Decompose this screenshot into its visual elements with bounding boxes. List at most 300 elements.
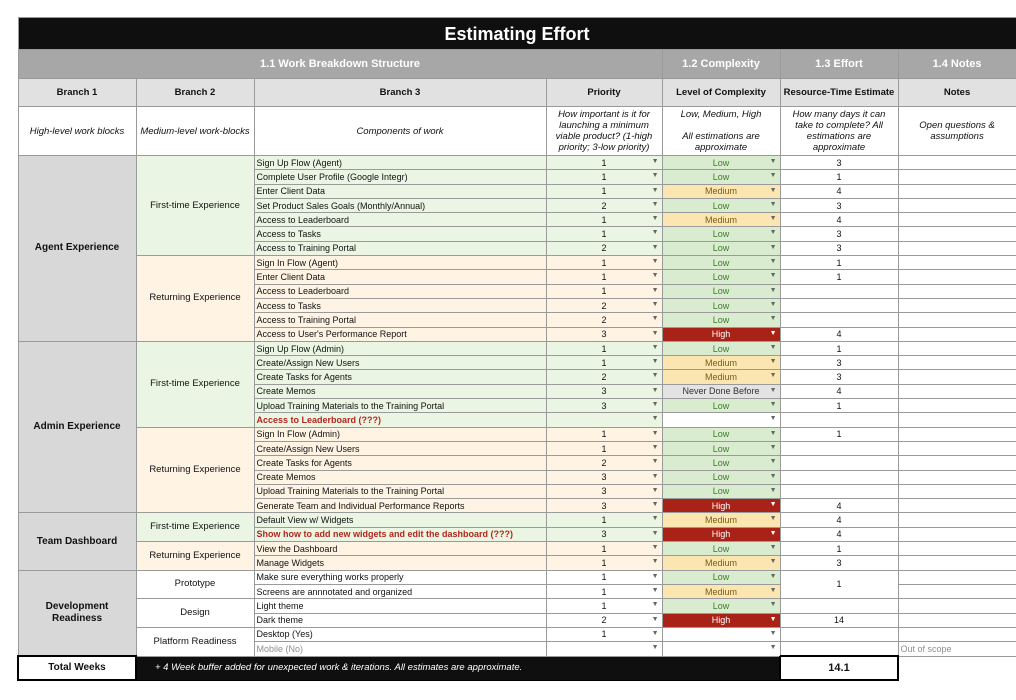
dropdown-arrow-icon[interactable]: ▼ [769,243,777,251]
dropdown-arrow-icon[interactable]: ▼ [769,172,777,180]
task-cell[interactable]: Access to Training Portal [254,241,546,255]
desc-notes[interactable]: Open questions & assumptions [898,107,1016,156]
complexity-dropdown[interactable] [662,313,780,327]
task-cell[interactable]: Upload Training Materials to the Training Portal [254,399,546,413]
branch1-cell[interactable]: Development Readiness [18,570,136,656]
priority-dropdown[interactable] [546,198,662,212]
notes-cell[interactable] [898,456,1016,470]
task-cell[interactable]: Manage Widgets [254,556,546,570]
complexity-dropdown[interactable] [662,556,780,570]
task-cell[interactable]: Create Memos [254,384,546,398]
desc-level[interactable]: Low, Medium, High All estimations are approximate [662,107,780,156]
complexity-value: High [711,500,731,511]
complexity-dropdown[interactable] [662,399,780,413]
dropdown-arrow-icon[interactable]: ▼ [651,329,659,337]
task-cell[interactable]: Access to Leaderboard (???) [254,413,546,427]
complexity-dropdown[interactable] [662,627,780,641]
priority-dropdown[interactable] [546,399,662,413]
dropdown-arrow-icon[interactable]: ▼ [769,644,777,652]
dropdown-arrow-icon[interactable]: ▼ [769,501,777,509]
complexity-dropdown[interactable] [662,599,780,613]
estimate-cell[interactable] [780,470,898,484]
priority-dropdown[interactable] [546,313,662,327]
dropdown-arrow-icon[interactable]: ▼ [651,458,659,466]
dropdown-arrow-icon[interactable]: ▼ [651,544,659,552]
task-cell[interactable]: Access to Tasks [254,227,546,241]
task-cell[interactable]: Dark theme [254,613,546,627]
notes-cell[interactable] [898,413,1016,427]
estimate-cell[interactable]: 4 [780,527,898,541]
dropdown-arrow-icon[interactable]: ▼ [651,615,659,623]
complexity-dropdown[interactable] [662,642,780,657]
estimate-cell[interactable] [780,313,898,327]
complexity-dropdown[interactable] [662,341,780,355]
complexity-dropdown[interactable] [662,456,780,470]
complexity-dropdown[interactable] [662,427,780,441]
priority-value: 3 [601,486,607,497]
total-weeks-label[interactable]: Total Weeks [18,656,136,680]
notes-cell[interactable] [898,284,1016,298]
notes-cell[interactable] [898,156,1016,170]
dropdown-arrow-icon[interactable]: ▼ [769,443,777,451]
header-branch2[interactable]: Branch 2 [136,79,254,107]
priority-dropdown[interactable] [546,284,662,298]
priority-dropdown[interactable] [546,341,662,355]
notes-cell[interactable] [898,513,1016,527]
estimate-cell[interactable]: 4 [780,213,898,227]
dropdown-arrow-icon[interactable]: ▼ [769,272,777,280]
task-cell[interactable]: Sign Up Flow (Agent) [254,156,546,170]
complexity-dropdown[interactable] [662,298,780,312]
estimate-cell[interactable]: 1 [780,427,898,441]
complexity-dropdown[interactable] [662,441,780,455]
dropdown-arrow-icon[interactable]: ▼ [769,572,777,580]
task-cell[interactable]: Sign In Flow (Admin) [254,427,546,441]
dropdown-arrow-icon[interactable]: ▼ [651,286,659,294]
desc-branch1[interactable]: High-level work blocks [18,107,136,156]
dropdown-arrow-icon[interactable]: ▼ [769,258,777,266]
complexity-dropdown[interactable] [662,241,780,255]
notes-cell[interactable] [898,256,1016,270]
notes-cell[interactable] [898,313,1016,327]
complexity-dropdown[interactable] [662,356,780,370]
section-effort[interactable]: 1.3 Effort [780,50,898,79]
notes-cell[interactable] [898,542,1016,556]
dropdown-arrow-icon[interactable]: ▼ [651,558,659,566]
dropdown-arrow-icon[interactable]: ▼ [769,401,777,409]
priority-dropdown[interactable] [546,542,662,556]
section-complexity[interactable]: 1.2 Complexity [662,50,780,79]
section-notes[interactable]: 1.4 Notes [898,50,1016,79]
dropdown-arrow-icon[interactable]: ▼ [651,529,659,537]
dropdown-arrow-icon[interactable]: ▼ [769,515,777,523]
table-row [18,627,1016,641]
dropdown-arrow-icon[interactable]: ▼ [769,215,777,223]
estimate-cell[interactable]: 1 [780,399,898,413]
complexity-dropdown[interactable] [662,370,780,384]
notes-cell[interactable] [898,341,1016,355]
priority-value: 1 [601,157,607,168]
dropdown-arrow-icon[interactable]: ▼ [651,515,659,523]
estimate-cell[interactable]: 3 [780,198,898,212]
dropdown-arrow-icon[interactable]: ▼ [769,286,777,294]
dropdown-arrow-icon[interactable]: ▼ [651,158,659,165]
priority-dropdown[interactable] [546,241,662,255]
estimate-cell[interactable]: 1 [780,270,898,284]
priority-dropdown[interactable] [546,356,662,370]
notes-cell[interactable] [898,298,1016,312]
dropdown-arrow-icon[interactable]: ▼ [651,229,659,237]
priority-value: 1 [601,629,607,640]
task-cell[interactable]: Create Memos [254,470,546,484]
priority-dropdown[interactable] [546,413,662,427]
notes-cell[interactable] [898,584,1016,598]
estimate-cell[interactable]: 1 [780,256,898,270]
dropdown-arrow-icon[interactable]: ▼ [769,329,777,337]
complexity-dropdown[interactable] [662,213,780,227]
estimate-cell[interactable] [780,627,898,641]
estimate-cell[interactable]: 3 [780,556,898,570]
priority-dropdown[interactable] [546,456,662,470]
dropdown-arrow-icon[interactable]: ▼ [769,415,777,423]
notes-cell[interactable] [898,527,1016,541]
task-cell[interactable]: Upload Training Materials to the Training Portal [254,484,546,498]
dropdown-arrow-icon[interactable]: ▼ [651,372,659,380]
dropdown-arrow-icon[interactable]: ▼ [651,572,659,580]
notes-cell[interactable] [898,470,1016,484]
estimate-cell[interactable] [780,284,898,298]
branch2-cell[interactable]: First-time Experience [136,341,254,427]
notes-cell[interactable] [898,441,1016,455]
priority-value: 1 [601,429,607,440]
header-branch1[interactable]: Branch 1 [18,79,136,107]
complexity-dropdown[interactable] [662,227,780,241]
complexity-value: Low [712,600,730,611]
complexity-dropdown[interactable] [662,584,780,598]
dropdown-arrow-icon[interactable]: ▼ [769,358,777,366]
notes-cell[interactable] [898,270,1016,284]
notes-cell[interactable] [898,613,1016,627]
dropdown-arrow-icon[interactable]: ▼ [769,315,777,323]
task-cell[interactable]: Access to Tasks [254,298,546,312]
complexity-dropdown[interactable] [662,327,780,341]
dropdown-arrow-icon[interactable]: ▼ [651,415,659,423]
dropdown-arrow-icon[interactable]: ▼ [651,358,659,366]
task-cell[interactable]: Show how to add new widgets and edit the dashboard (???) [254,527,546,541]
priority-dropdown[interactable] [546,327,662,341]
task-cell[interactable]: View the Dashboard [254,542,546,556]
dropdown-arrow-icon[interactable]: ▼ [769,615,777,623]
priority-dropdown[interactable] [546,170,662,184]
complexity-dropdown[interactable] [662,499,780,513]
dropdown-arrow-icon[interactable]: ▼ [769,343,777,351]
branch2-cell[interactable]: Returning Experience [136,427,254,513]
header-priority[interactable]: Priority [546,79,662,107]
notes-cell[interactable] [898,213,1016,227]
task-cell[interactable]: Complete User Profile (Google Integr) [254,170,546,184]
complexity-dropdown[interactable] [662,156,780,170]
complexity-value: Medium [704,586,737,597]
estimate-cell[interactable]: 1 [780,341,898,355]
notes-cell[interactable] [898,356,1016,370]
complexity-dropdown[interactable] [662,270,780,284]
priority-dropdown[interactable] [546,499,662,513]
dropdown-arrow-icon[interactable]: ▼ [769,586,777,594]
dropdown-arrow-icon[interactable]: ▼ [651,644,659,652]
dropdown-arrow-icon[interactable]: ▼ [651,272,659,280]
notes-cell[interactable] [898,241,1016,255]
table-row [18,513,1016,527]
notes-cell[interactable] [898,599,1016,613]
task-cell[interactable]: Create/Assign New Users [254,441,546,455]
priority-dropdown[interactable] [546,599,662,613]
complexity-dropdown[interactable] [662,484,780,498]
dropdown-arrow-icon[interactable]: ▼ [651,472,659,480]
complexity-dropdown[interactable] [662,542,780,556]
estimate-cell[interactable]: 3 [780,227,898,241]
estimate-cell[interactable]: 1 [780,570,898,599]
header-branch3[interactable]: Branch 3 [254,79,546,107]
priority-dropdown[interactable] [546,370,662,384]
complexity-value: Low [712,472,730,483]
task-cell[interactable]: Create Tasks for Agents [254,456,546,470]
branch2-cell[interactable]: Returning Experience [136,542,254,571]
notes-cell[interactable] [898,399,1016,413]
priority-dropdown[interactable] [546,584,662,598]
complexity-value: Low [712,314,730,325]
notes-cell[interactable] [898,384,1016,398]
estimate-cell[interactable] [780,413,898,427]
branch2-cell[interactable]: Returning Experience [136,256,254,342]
dropdown-arrow-icon[interactable]: ▼ [651,315,659,323]
estimate-cell[interactable]: 3 [780,241,898,255]
complexity-value: Medium [704,214,737,225]
priority-dropdown[interactable] [546,184,662,198]
estimate-cell[interactable]: 14 [780,613,898,627]
dropdown-arrow-icon[interactable]: ▼ [651,186,659,194]
priority-dropdown[interactable] [546,427,662,441]
task-cell[interactable]: Access to Training Portal [254,313,546,327]
dropdown-arrow-icon[interactable]: ▼ [651,343,659,351]
dropdown-arrow-icon[interactable]: ▼ [769,186,777,194]
dropdown-arrow-icon[interactable]: ▼ [651,386,659,394]
priority-dropdown[interactable] [546,527,662,541]
priority-dropdown[interactable] [546,627,662,641]
desc-estimate[interactable]: How many days it can take to complete? All estimations are approximate [780,107,898,156]
dropdown-arrow-icon[interactable]: ▼ [651,501,659,509]
notes-cell[interactable] [898,370,1016,384]
task-cell[interactable]: Access to Leaderboard [254,213,546,227]
notes-cell[interactable] [898,184,1016,198]
priority-dropdown[interactable] [546,470,662,484]
complexity-dropdown[interactable] [662,470,780,484]
priority-dropdown[interactable] [546,441,662,455]
dropdown-arrow-icon[interactable]: ▼ [769,200,777,208]
complexity-value: Low [712,171,730,182]
dropdown-arrow-icon[interactable]: ▼ [769,629,777,637]
complexity-dropdown[interactable] [662,384,780,398]
dropdown-arrow-icon[interactable]: ▼ [651,215,659,223]
complexity-value: Low [712,257,730,268]
complexity-dropdown[interactable] [662,570,780,584]
task-cell[interactable]: Screens are annnotated and organized [254,584,546,598]
priority-dropdown[interactable] [546,642,662,657]
notes-cell[interactable] [898,484,1016,498]
sheet-title[interactable]: Estimating Effort [18,18,1016,50]
task-cell[interactable]: Make sure everything works properly [254,570,546,584]
priority-dropdown[interactable] [546,513,662,527]
complexity-dropdown[interactable] [662,613,780,627]
notes-cell[interactable] [898,227,1016,241]
dropdown-arrow-icon[interactable]: ▼ [769,458,777,466]
estimate-cell[interactable] [780,456,898,470]
dropdown-arrow-icon[interactable]: ▼ [769,529,777,537]
complexity-dropdown[interactable] [662,198,780,212]
complexity-value: High [711,615,731,626]
dropdown-arrow-icon[interactable]: ▼ [769,472,777,480]
desc-priority[interactable]: How important is it for launching a minimum viable product? (1-high priority; 3-low priority) [546,107,662,156]
dropdown-arrow-icon[interactable]: ▼ [769,601,777,609]
priority-dropdown[interactable] [546,156,662,170]
priority-value: 1 [601,257,607,268]
estimate-cell[interactable] [780,441,898,455]
dropdown-arrow-icon[interactable]: ▼ [651,601,659,609]
estimate-cell[interactable]: 4 [780,513,898,527]
dropdown-arrow-icon[interactable]: ▼ [651,300,659,308]
dropdown-arrow-icon[interactable]: ▼ [769,486,777,494]
dropdown-arrow-icon[interactable]: ▼ [651,486,659,494]
estimate-cell[interactable]: 3 [780,156,898,170]
task-cell[interactable]: Light theme [254,599,546,613]
priority-dropdown[interactable] [546,213,662,227]
notes-cell[interactable] [898,170,1016,184]
notes-cell[interactable] [898,499,1016,513]
dropdown-arrow-icon[interactable]: ▼ [651,258,659,266]
estimate-cell[interactable]: 4 [780,327,898,341]
task-cell[interactable]: Create/Assign New Users [254,356,546,370]
task-cell[interactable]: Access to User's Performance Report [254,327,546,341]
task-cell[interactable]: Mobile (No) [254,642,546,657]
branch1-cell[interactable]: Agent Experience [18,156,136,342]
desc-branch3[interactable]: Components of work [254,107,546,156]
task-cell[interactable]: Access to Leaderboard [254,284,546,298]
complexity-dropdown[interactable] [662,284,780,298]
estimate-cell[interactable] [780,642,898,657]
complexity-dropdown[interactable] [662,513,780,527]
priority-value: 2 [601,615,607,626]
task-cell[interactable]: Desktop (Yes) [254,627,546,641]
dropdown-arrow-icon[interactable]: ▼ [651,172,659,180]
branch2-cell[interactable]: Platform Readiness [136,627,254,656]
header-notes[interactable]: Notes [898,79,1016,107]
dropdown-arrow-icon[interactable]: ▼ [651,429,659,437]
priority-dropdown[interactable] [546,613,662,627]
priority-dropdown[interactable] [546,384,662,398]
desc-branch2[interactable]: Medium-level work-blocks [136,107,254,156]
priority-value: 1 [601,357,607,368]
total-weeks-value[interactable]: 14.1 [780,656,898,680]
notes-cell[interactable] [898,627,1016,641]
notes-cell[interactable]: Out of scope [898,642,1016,657]
notes-cell[interactable] [898,327,1016,341]
task-cell[interactable]: Sign In Flow (Agent) [254,256,546,270]
priority-dropdown[interactable] [546,270,662,284]
header-estimate[interactable]: Resource-Time Estimate [780,79,898,107]
notes-cell[interactable] [898,556,1016,570]
notes-cell[interactable] [898,570,1016,584]
complexity-dropdown[interactable] [662,256,780,270]
dropdown-arrow-icon[interactable]: ▼ [651,243,659,251]
priority-dropdown[interactable] [546,227,662,241]
estimate-cell[interactable]: 3 [780,370,898,384]
notes-cell[interactable] [898,198,1016,212]
priority-dropdown[interactable] [546,484,662,498]
branch2-cell[interactable]: Prototype [136,570,254,599]
dropdown-arrow-icon[interactable]: ▼ [651,401,659,409]
priority-value: 1 [601,343,607,354]
estimate-cell[interactable]: 1 [780,542,898,556]
priority-value: 1 [601,171,607,182]
dropdown-arrow-icon[interactable]: ▼ [769,386,777,394]
branch2-cell[interactable]: First-time Experience [136,156,254,256]
dropdown-arrow-icon[interactable]: ▼ [651,629,659,637]
complexity-dropdown[interactable] [662,184,780,198]
estimate-cell[interactable]: 4 [780,499,898,513]
task-cell[interactable]: Enter Client Data [254,184,546,198]
estimate-cell[interactable]: 1 [780,170,898,184]
branch2-cell[interactable]: Design [136,599,254,628]
dropdown-arrow-icon[interactable]: ▼ [769,429,777,437]
notes-cell[interactable] [898,427,1016,441]
branch1-cell[interactable]: Team Dashboard [18,513,136,570]
dropdown-arrow-icon[interactable]: ▼ [651,586,659,594]
task-cell[interactable]: Generate Team and Individual Performance Reports [254,499,546,513]
estimate-cell[interactable]: 4 [780,384,898,398]
task-cell[interactable]: Enter Client Data [254,270,546,284]
priority-dropdown[interactable] [546,298,662,312]
estimate-cell[interactable] [780,599,898,613]
total-buffer-note[interactable]: + 4 Week buffer added for unexpected work & iterations. All estimates are approximate. [136,656,780,680]
branch1-cell[interactable]: Admin Experience [18,341,136,513]
header-level[interactable]: Level of Complexity [662,79,780,107]
estimate-cell[interactable]: 4 [780,184,898,198]
complexity-dropdown[interactable] [662,170,780,184]
dropdown-arrow-icon[interactable]: ▼ [769,558,777,566]
dropdown-arrow-icon[interactable]: ▼ [769,158,777,165]
estimate-cell[interactable] [780,484,898,498]
priority-value: 3 [601,500,607,511]
dropdown-arrow-icon[interactable]: ▼ [651,443,659,451]
task-cell[interactable]: Sign Up Flow (Admin) [254,341,546,355]
priority-dropdown[interactable] [546,570,662,584]
task-cell[interactable]: Set Product Sales Goals (Monthly/Annual) [254,198,546,212]
branch2-cell[interactable]: First-time Experience [136,513,254,542]
dropdown-arrow-icon[interactable]: ▼ [769,300,777,308]
priority-dropdown[interactable] [546,256,662,270]
priority-dropdown[interactable] [546,556,662,570]
dropdown-arrow-icon[interactable]: ▼ [651,200,659,208]
dropdown-arrow-icon[interactable]: ▼ [769,229,777,237]
estimate-cell[interactable]: 3 [780,356,898,370]
estimate-cell[interactable] [780,298,898,312]
task-cell[interactable]: Create Tasks for Agents [254,370,546,384]
complexity-dropdown[interactable] [662,527,780,541]
task-cell[interactable]: Default View w/ Widgets [254,513,546,527]
dropdown-arrow-icon[interactable]: ▼ [769,372,777,380]
complexity-dropdown[interactable] [662,413,780,427]
dropdown-arrow-icon[interactable]: ▼ [769,544,777,552]
section-wbs[interactable]: 1.1 Work Breakdown Structure [18,50,662,79]
